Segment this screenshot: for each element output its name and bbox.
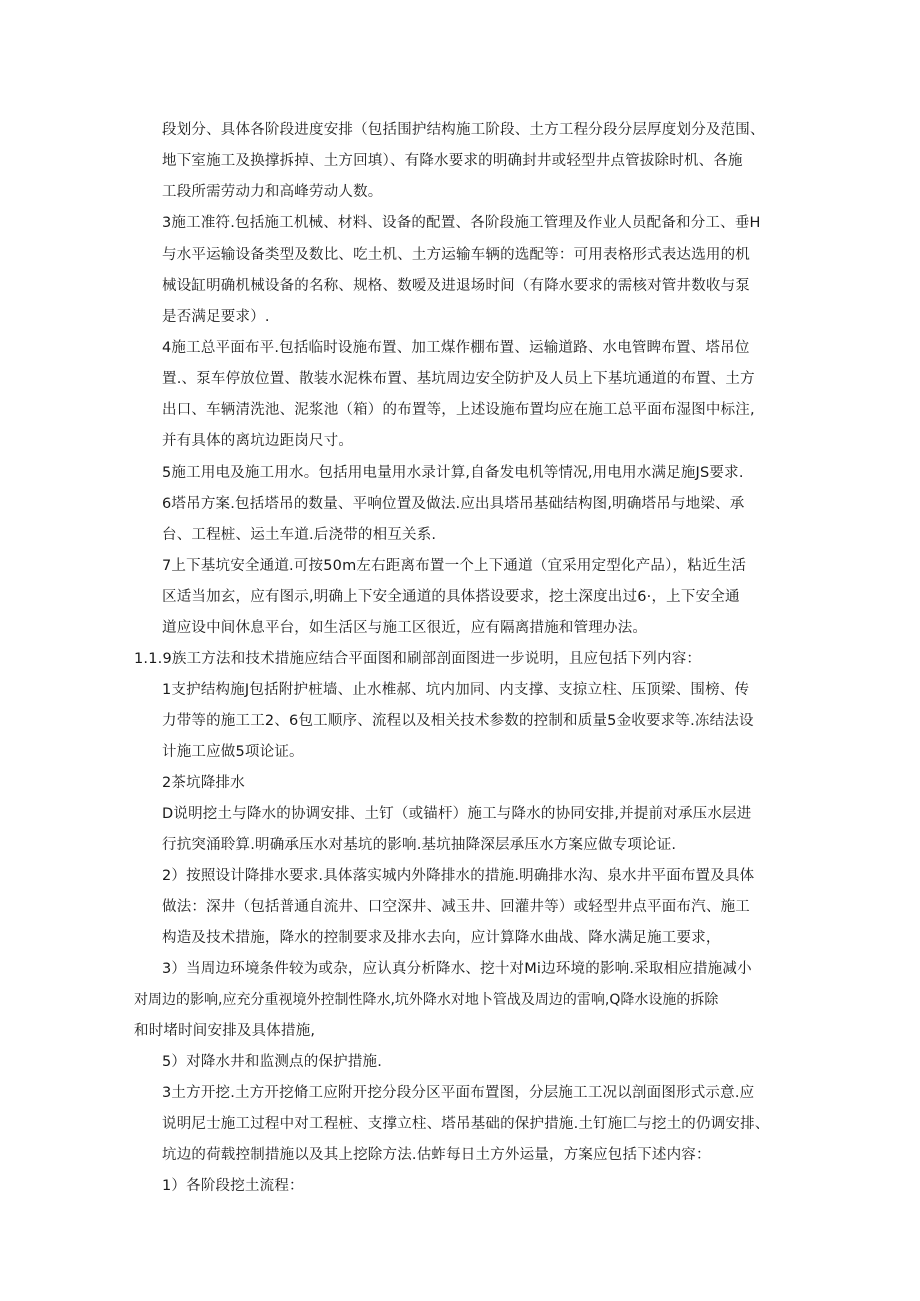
text-line: 3）当周边环境条件较为或杂，应认真分析降水、挖十对Mi边环境的影响.采取相应措施减小 bbox=[162, 961, 752, 977]
text-line: 3施工准符.包括施工机械、材料、设备的配置、各阶段施工管理及作业人员配备和分工、垂H bbox=[162, 215, 761, 231]
text-line: 对周边的影响,应充分重视境外控制性降水,坑外降水对地卜管战及周边的雷响,Q降水设施的拆除 bbox=[134, 992, 719, 1008]
text-line: 区适当加玄，应有图示,明确上下安全通道的具体搭设要求，挖土深度出过6·，上下安全通 bbox=[162, 589, 740, 605]
text-line: 道应设中间休息平台，如生活区与施工区很近，应有隔离措施和管理办法。 bbox=[162, 620, 648, 636]
text-line: 行抗突涌聆算.明确承压水对基坑的影响.基坑抽降深层承压水方案应做专项论证. bbox=[162, 837, 677, 853]
text-line: 段划分、具体各阶段进度安排（包括围护结构施工阶段、土方工程分段分层厚度划分及范围、 bbox=[162, 122, 765, 138]
text-line: 出口、车辆清洗池、泥浆池（箱）的布置等，上述设施布置均应在施工总平面布湿图中标注, bbox=[162, 402, 755, 418]
text-line: 6塔吊方案.包括塔吊的数量、平响位置及做法.应出具塔吊基础结构图,明确塔吊与地梁、承 bbox=[162, 496, 745, 512]
text-line: 4施工总平面布平.包括临时设施布置、加工煤作棚布置、运输道路、水电管睥布置、塔吊位 bbox=[162, 340, 750, 356]
text-line: 和时堵时间安排及具体措施, bbox=[134, 1023, 316, 1039]
text-line: 工段所需劳动力和高峰劳动人数。 bbox=[162, 184, 383, 200]
text-line: 2）按照设计降排水要求.具体落实城内外降排水的措施.明确排水沟、泉水井平面布置及具体 bbox=[162, 868, 755, 884]
text-line: 3土方开挖.土方开挖脩工应附开挖分段分区平面布置图，分层施工工况以剖面图形式示意.应 bbox=[162, 1085, 755, 1101]
text-line: 是否满足要求）. bbox=[162, 309, 270, 325]
text-line: 力带等的施工工2、6包工顺序、流程以及相关技术参数的控制和质量5金收要求等.冻结法设 bbox=[162, 713, 754, 729]
text-line: 台、工程桩、运土车道.后浇带的相互关系. bbox=[162, 527, 437, 543]
text-line: 做法：深井（包括普通自流井、口空深井、减玉井、回灌井等）或轻型井点平面布汽、施工 bbox=[162, 899, 750, 915]
text-line: 计施工应做5项论证。 bbox=[162, 744, 304, 760]
text-line: 5施工用电及施工用水。包括用电量用水录计算,自备发电机等情况,用电用水满足施JS要求. bbox=[162, 465, 744, 481]
text-line: 地下室施工及换撑拆掉、土方回填）、有降水要求的明确封井或轻型井点管拔除时机、各施 bbox=[162, 153, 743, 169]
text-line: 并有具体的离坑边距岗尺寸。 bbox=[162, 433, 354, 449]
text-line: 5）对降水井和监测点的保护措施. bbox=[162, 1054, 383, 1070]
text-line: 械设缸明确机械设备的名称、规格、数嗳及进退场时间（有降水要求的需核对管井数收与泵 bbox=[162, 278, 750, 294]
text-line: 说明尼士施工过程中对工程桩、支撑立柱、塔吊基础的保护措施.土钉施匚与挖土的仍调安排、 bbox=[162, 1116, 770, 1132]
text-line: 与水平运输设备类型及数比、吃土机、土方运输车辆的选配等：可用表格形式表达选用的机 bbox=[162, 247, 750, 263]
text-line: D说明挖土与降水的协调安排、土钉（或锚杆）施工与降水的协同安排,并提前对承压水层进 bbox=[162, 806, 752, 822]
text-line: 1支护结构施J包括附护桩墙、止水椎郝、坑内加同、内支撑、支掠立柱、压顶梁、围榜、传 bbox=[162, 682, 750, 698]
text-line: 置.、泵车停放位置、散装水泥株布置、基坑周边安全防护及人员上下基坑通道的布置、土方 bbox=[162, 371, 755, 387]
text-line: 7上下基坑安全通道.可按50m左右距离布置一个上下通道（宜采用定型化产品），粘近生活 bbox=[162, 558, 747, 574]
text-line: 坑边的荷载控制措施以及其上挖除方法.估蚱每日土方外运量，方案应包括下述内容： bbox=[162, 1147, 711, 1163]
text-line: 构造及技术措施，降水的控制要求及排水去向，应计算降水曲战、降水满足施工要求， bbox=[162, 930, 721, 946]
section-heading: 1.1.9族工方法和技术措施应结合平面图和刷部剖面图进一步说明，且应包括下列内容： bbox=[134, 651, 702, 667]
text-line: 2茶坑降排水 bbox=[162, 775, 245, 791]
text-line: 1）各阶段挖土流程： bbox=[162, 1178, 304, 1194]
